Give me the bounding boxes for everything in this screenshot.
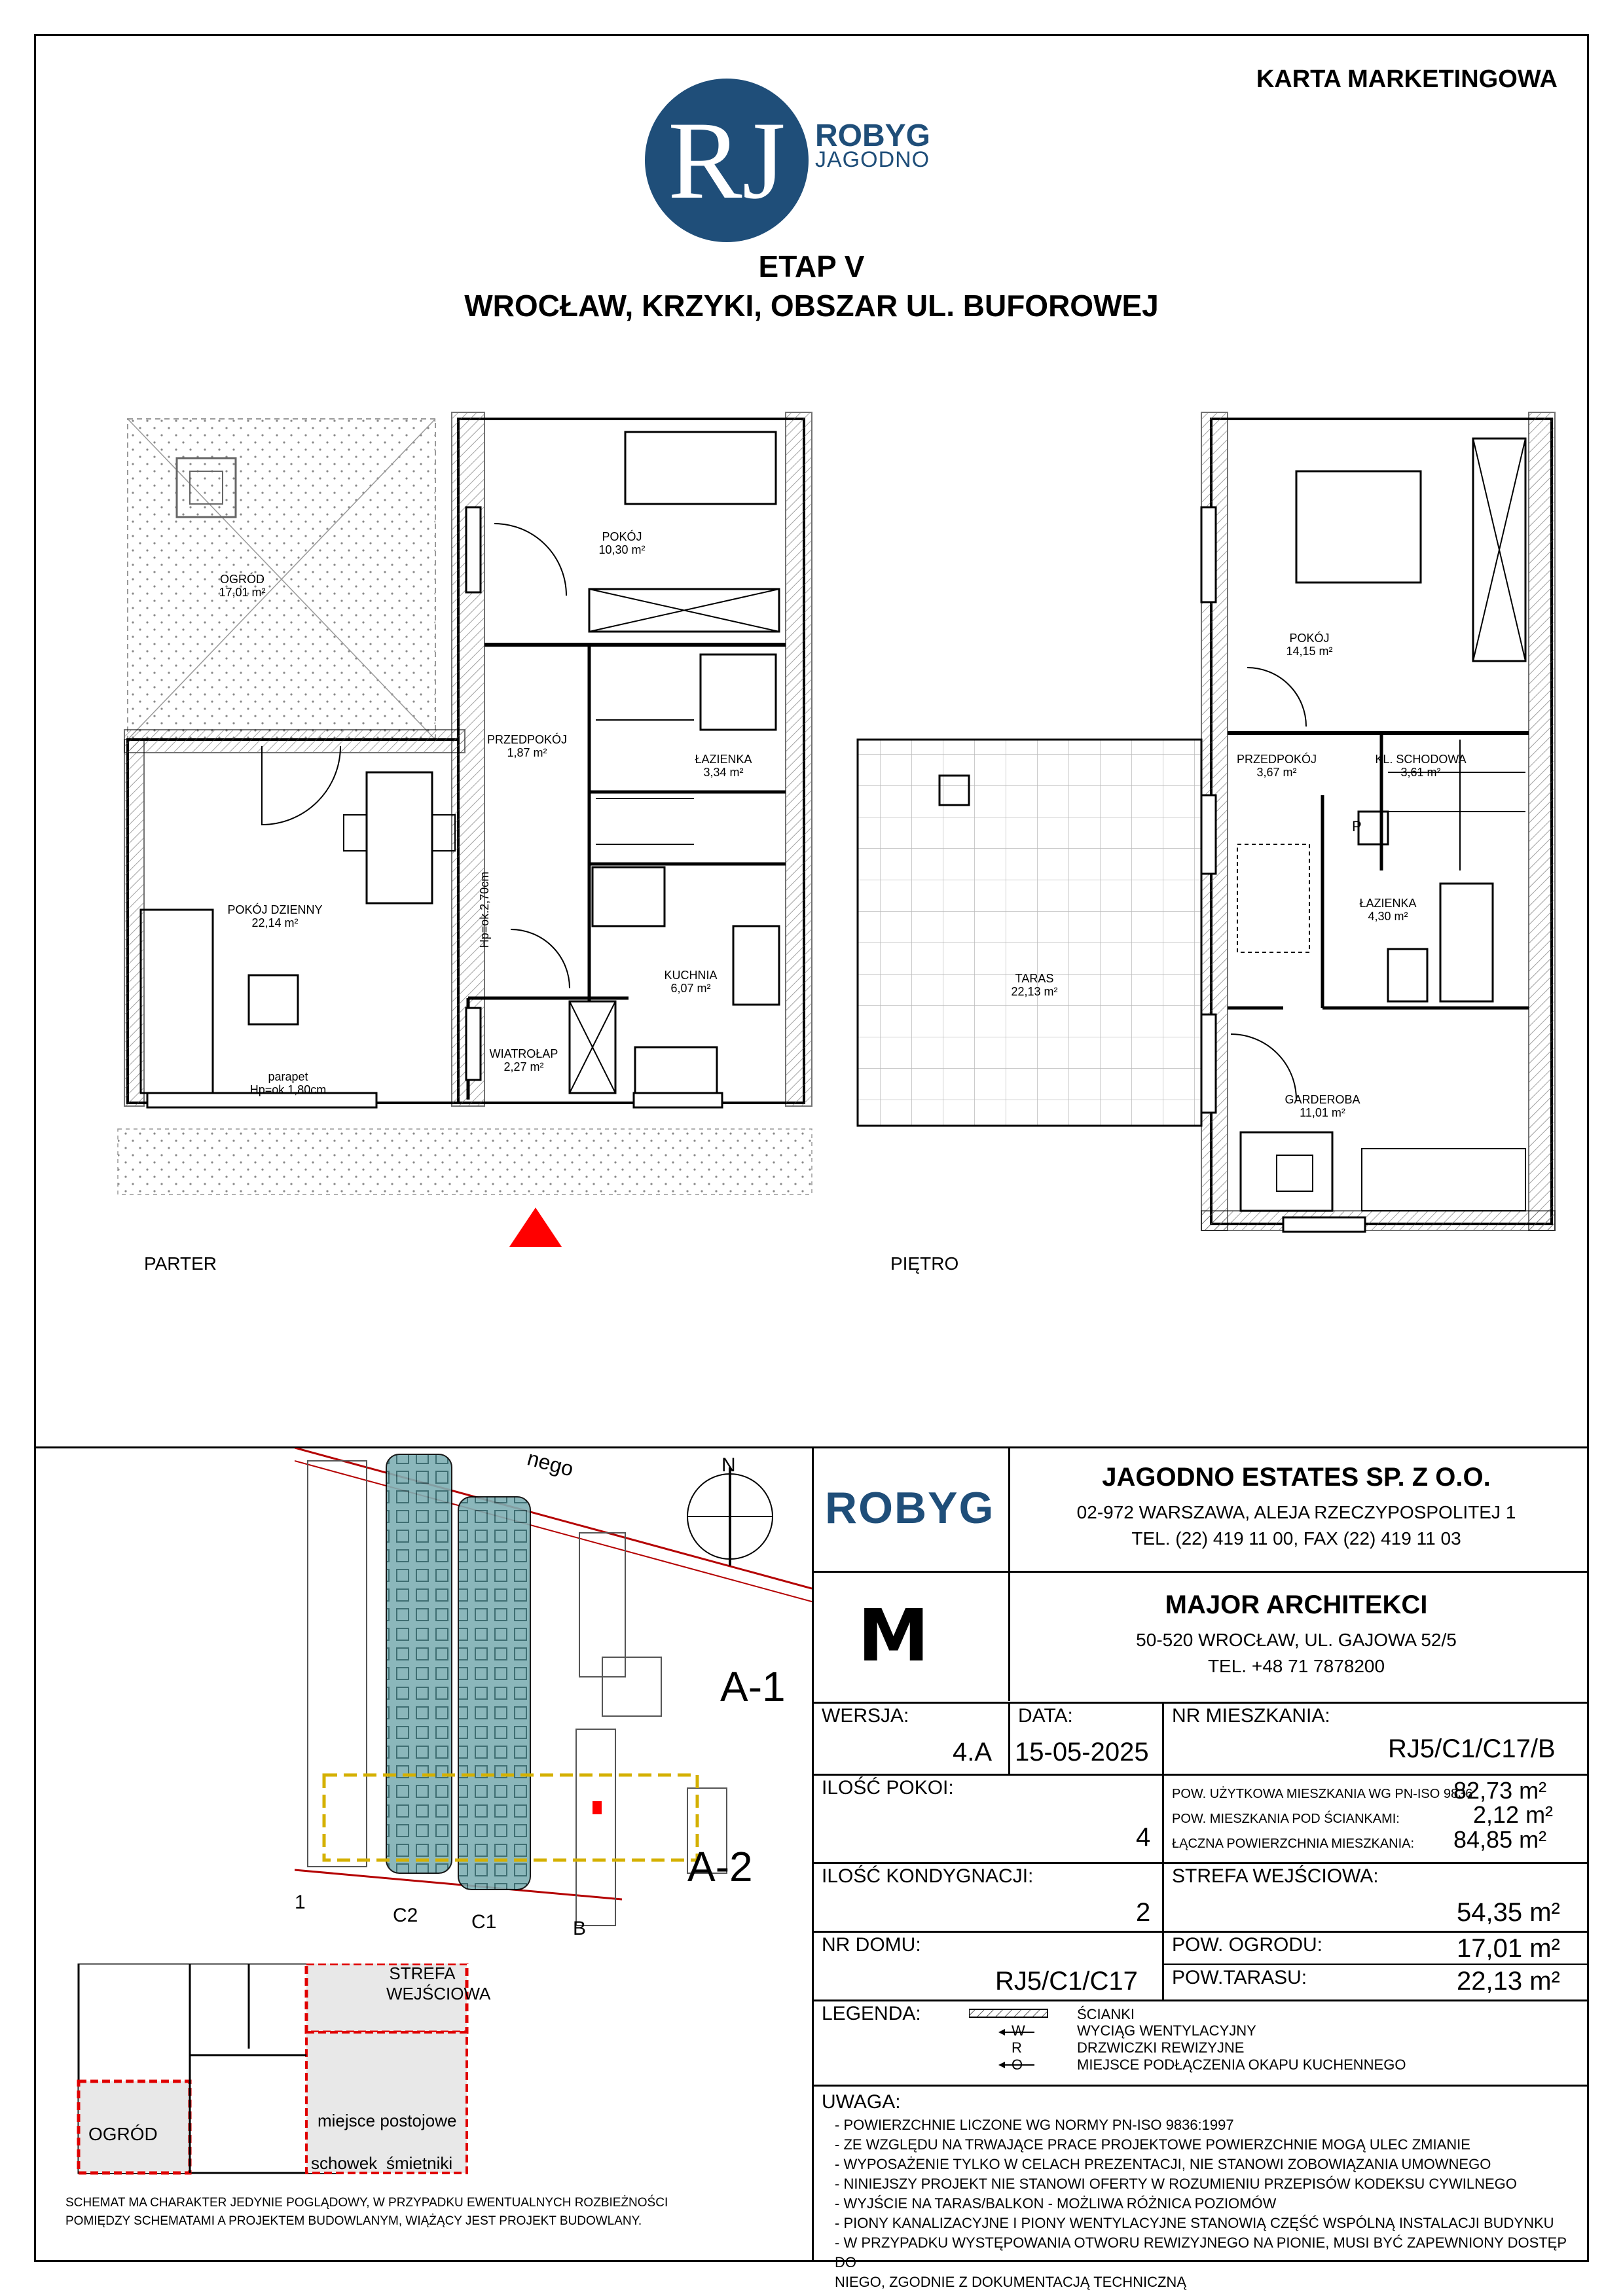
developer-name: JAGODNO ESTATES SP. Z O.O. xyxy=(1102,1463,1491,1492)
nr-domu-value: RJ5/C1/C17 xyxy=(995,1967,1138,1996)
pow-pod-label: POW. MIESZKANIA POD ŚCIANKAMI: xyxy=(1172,1812,1400,1826)
logo-sub: JAGODNO xyxy=(815,147,930,172)
pow-uzytkowa-value: 82,73 m² xyxy=(1453,1777,1547,1804)
ilosc-pokoi-value: 4 xyxy=(1136,1823,1151,1852)
uwaga-note: - ZE WZGLĘDU NA TRWAJĄCE PRACE PROJEKTOWE POWIERZCHNIE MOGĄ ULEC ZMIANIE xyxy=(835,2136,1470,2153)
room-area: 3,61 m² xyxy=(1400,766,1441,779)
room-name: POKÓJ DZIENNY xyxy=(227,903,323,916)
mini-ogrod-label: OGRÓD xyxy=(88,2124,158,2144)
room-name: ŁAZIENKA xyxy=(1359,897,1417,910)
room-name: TARAS xyxy=(1015,972,1054,985)
ogrod-label: POW. OGRODU: xyxy=(1172,1934,1323,1956)
room-area: 2,27 m² xyxy=(503,1060,544,1073)
building-a2-label: A-2 xyxy=(687,1843,753,1890)
uwaga-note: - WYJŚCIE NA TARAS/BALKON - MOŻLIWA RÓŻNICA POZIOMÓW xyxy=(835,2195,1277,2212)
uwaga-note: - PIONY KANALIZACYJNE I PIONY WENTYLACYJNE STANOWIĄ CZĘŚĆ WSPÓLNĄ INSTALACJI BUDYNKU xyxy=(835,2215,1554,2231)
kondygnacje-label: ILOŚĆ KONDYGNACJI: xyxy=(822,1865,1034,1887)
location-title: WROCŁAW, KRZYKI, OBSZAR UL. BUFOROWEJ xyxy=(464,289,1159,323)
nr-domu-label: NR DOMU: xyxy=(822,1934,921,1956)
taras-label: POW.TARASU: xyxy=(1172,1967,1307,1988)
uwaga-note: NIEGO, ZGODNIE Z DOKUMENTACJĄ TECHNICZNĄ xyxy=(835,2274,1186,2290)
street-name: nego xyxy=(524,1446,576,1481)
lacznie-value: 84,85 m² xyxy=(1453,1826,1547,1853)
row-1-label: 1 xyxy=(295,1892,306,1913)
mini-schowek-label: schowek xyxy=(311,2153,378,2173)
room-name: KL. SCHODOWA xyxy=(1375,753,1467,766)
room-area: 22,13 m² xyxy=(1011,985,1058,998)
mini-smietniki-label: śmietniki xyxy=(386,2153,453,2173)
disclaimer-line-2: POMIĘDZY SCHEMATAMI A PROJEKTEM BUDOWLANYM, WIĄŻĄCY JEST PROJEKT BUDOWLANY. xyxy=(65,2214,642,2228)
etap-title: ETAP V xyxy=(758,249,865,283)
mini-strefa-label: STREFA WEJŚCIOWA xyxy=(386,1964,491,2003)
parter-plan xyxy=(118,412,812,1247)
uwaga-note: - NINIEJSZY PROJEKT NIE STANOWI OFERTY W ROZUMIENIU PRZEPISÓW KODEKSU CYWILNEGO xyxy=(835,2176,1517,2192)
lacznie-label: ŁĄCZNA POWIERZCHNIA MIESZKANIA: xyxy=(1172,1837,1415,1851)
robyg-logo: ROBYG xyxy=(825,1483,995,1533)
room-area: 4,30 m² xyxy=(1368,910,1408,923)
ceiling-note: Hp=ok.2,70cm xyxy=(478,871,491,948)
entrance-marker xyxy=(509,1208,562,1247)
legenda-label: LEGENDA: xyxy=(822,2003,921,2024)
parapet-height: Hp=ok.1,80cm xyxy=(249,1083,327,1096)
title-block-border xyxy=(812,1448,814,2262)
room-area: 22,14 m² xyxy=(251,916,299,929)
architect-phone: TEL. +48 71 7878200 xyxy=(1207,1656,1385,1676)
legenda-item: WYCIĄG WENTYLACYJNY xyxy=(1077,2022,1256,2039)
legenda-item: ŚCIANKI xyxy=(1077,2006,1135,2022)
pietro-plan xyxy=(858,412,1555,1283)
document-title: KARTA MARKETINGOWA xyxy=(1256,65,1558,93)
room-name: GARDEROBA xyxy=(1285,1093,1360,1106)
data-label: DATA: xyxy=(1018,1705,1073,1727)
uwaga-notes xyxy=(835,2115,1575,2292)
legenda-item: MIEJSCE PODŁĄCZENIA OKAPU KUCHENNEGO xyxy=(1077,2056,1406,2073)
building-a1-label: A-1 xyxy=(720,1663,786,1710)
architect-address: 50-520 WROCŁAW, UL. GAJOWA 52/5 xyxy=(1136,1630,1457,1650)
room-area: 1,87 m² xyxy=(507,746,547,759)
room-name: PRZEDPOKÓJ xyxy=(486,733,568,746)
taras-value: 22,13 m² xyxy=(1457,1967,1560,1996)
room-area: 3,34 m² xyxy=(703,766,744,779)
room-name: POKÓJ xyxy=(602,530,642,543)
pow-pod-value: 2,12 m² xyxy=(1473,1801,1554,1828)
uwaga-label: UWAGA: xyxy=(822,2091,901,2113)
uwaga-note: - W PRZYPADKU WYSTĘPOWANIA OTWORU REWIZYJNEGO NA PIONIE, MUSI BYĆ ZAPEWNIONY DOSTĘP DO xyxy=(835,2234,1567,2270)
p-mark: P xyxy=(1352,818,1362,834)
logo-mark: RJ xyxy=(668,99,786,222)
legenda-symbol-o: O xyxy=(1012,2056,1023,2073)
room-name: OGRÓD xyxy=(219,573,264,586)
room-area: 11,01 m² xyxy=(1300,1106,1345,1119)
strefa-value: 54,35 m² xyxy=(1457,1898,1560,1927)
major-architekci-logo: M xyxy=(858,1594,924,1677)
nr-mieszkania-label: NR MIESZKANIA: xyxy=(1172,1705,1330,1727)
parapet-label: parapet xyxy=(268,1070,308,1083)
wersja-value: 4.A xyxy=(953,1738,993,1767)
legenda-symbol-r: R xyxy=(1012,2039,1022,2056)
room-name: PRZEDPOKÓJ xyxy=(1236,753,1317,766)
mini-miejsce-label: miejsce postojowe xyxy=(318,2111,457,2130)
ilosc-pokoi-label: ILOŚĆ POKOI: xyxy=(822,1777,954,1799)
room-area: 10,30 m² xyxy=(598,543,646,556)
developer-phone: TEL. (22) 419 11 00, FAX (22) 419 11 03 xyxy=(1131,1528,1461,1549)
pow-uzytkowa-label: POW. UŻYTKOWA MIESZKANIA WG PN-ISO 9836: xyxy=(1172,1787,1476,1801)
data-value: 15-05-2025 xyxy=(1015,1738,1149,1767)
room-area: 3,67 m² xyxy=(1256,766,1297,779)
wersja-label: WERSJA: xyxy=(822,1705,909,1727)
room-name: WIATROŁAP xyxy=(489,1047,558,1060)
north-label: N xyxy=(721,1454,736,1476)
parter-label: PARTER xyxy=(144,1253,217,1274)
room-name: ŁAZIENKA xyxy=(695,753,752,766)
disclaimer-line-1: SCHEMAT MA CHARAKTER JEDYNIE POGLĄDOWY, W PRZYPADKU EWENTUALNYCH ROZBIEŻNOŚCI xyxy=(65,2196,668,2210)
room-name: KUCHNIA xyxy=(664,969,718,982)
legenda-item: DRZWICZKI REWIZYJNE xyxy=(1077,2039,1245,2056)
kondygnacje-value: 2 xyxy=(1136,1898,1151,1927)
legenda-symbol-w: W xyxy=(1012,2022,1025,2039)
row-c2-label: C2 xyxy=(393,1905,418,1926)
room-name: POKÓJ xyxy=(1289,632,1330,645)
room-area: 17,01 m² xyxy=(219,586,266,599)
room-area: 14,15 m² xyxy=(1286,645,1333,658)
row-b-label: B xyxy=(573,1918,587,1939)
room-area: 6,07 m² xyxy=(670,982,711,995)
uwaga-note: - WYPOSAŻENIE TYLKO W CELACH PREZENTACJI, NIE STANOWI ZOBOWIĄZANIA UMOWNEGO xyxy=(835,2156,1491,2172)
row-c1-label: C1 xyxy=(471,1911,497,1933)
taras-area xyxy=(858,740,1201,1126)
strefa-label: STREFA WEJŚCIOWA: xyxy=(1172,1865,1379,1887)
developer-address: 02-972 WARSZAWA, ALEJA RZECZYPOSPOLITEJ 1 xyxy=(1076,1502,1516,1522)
uwaga-note: - POWIERZCHNIE LICZONE WG NORMY PN-ISO 9836:1997 xyxy=(835,2117,1234,2133)
pietro-label: PIĘTRO xyxy=(890,1253,959,1274)
logo-brand: ROBYG xyxy=(815,118,931,153)
architect-name: MAJOR ARCHITEKCI xyxy=(1165,1590,1428,1619)
nr-mieszkania-value: RJ5/C1/C17/B xyxy=(1388,1734,1556,1763)
ogrod-value: 17,01 m² xyxy=(1457,1934,1560,1963)
